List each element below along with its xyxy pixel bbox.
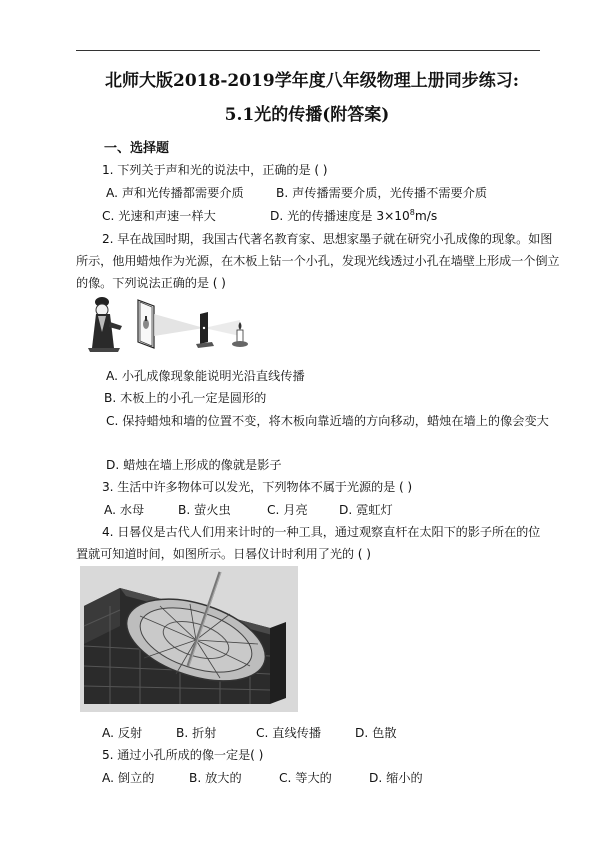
q5-option-b: B. 放大的 <box>189 771 242 785</box>
pinhole-camera-figure <box>80 292 260 354</box>
q4-stem-line2: 置就可知道时间，如图所示。日晷仪计时利用了光的 ( ) <box>76 547 371 561</box>
q2-option-c: C. 保持蜡烛和墙的位置不变，将木板向靠近墙的方向移动，蜡烛在墙上的像会变大 <box>106 414 549 428</box>
q5-option-a: A. 倒立的 <box>102 771 155 785</box>
q1-option-d <box>270 207 437 224</box>
q5-option-d: D. 缩小的 <box>369 771 423 785</box>
q4-option-b: B. 折射 <box>176 726 217 740</box>
document-title-line2: 5.1光的传播(附答案) <box>224 105 390 125</box>
q2-option-b: B. 木板上的小孔一定是圆形的 <box>104 391 267 405</box>
q1-option-c: C. 光速和声速一样大 <box>102 209 216 223</box>
q4-stem-line1: 4. 日晷仪是古代人们用来计时的一种工具，通过观察直杆在太阳下的影子所在的位 <box>102 525 541 539</box>
header-rule <box>76 50 540 51</box>
q1-option-d-unit: m/s <box>414 209 438 223</box>
q1-option-a: A. 声和光传播都需要介质 <box>106 186 244 200</box>
q2-stem-line3: 的像。下列说法正确的是 ( ) <box>76 276 226 290</box>
q4-option-d: D. 色散 <box>355 726 397 740</box>
mozi-figure-icon <box>88 297 122 352</box>
q1-option-d-text: D. 光的传播速度是 3×10 <box>270 209 410 223</box>
q5-stem: 5. 通过小孔所成的像一定是( ) <box>102 748 264 762</box>
q1-option-b: B. 声传播需要介质，光传播不需要介质 <box>276 186 488 200</box>
q2-option-a: A. 小孔成像现象能说明光沿直线传播 <box>106 369 305 383</box>
q5-option-c: C. 等大的 <box>279 771 332 785</box>
sundial-figure <box>80 566 298 712</box>
q3-option-d: D. 霓虹灯 <box>339 503 393 517</box>
q3-stem: 3. 生活中许多物体可以发光，下列物体不属于光源的是 ( ) <box>102 480 413 494</box>
q1-option-d-exponent: 8 <box>409 207 415 217</box>
q3-option-b: B. 萤火虫 <box>178 503 231 517</box>
q4-option-c: C. 直线传播 <box>256 726 322 740</box>
pinhole-board-icon <box>196 312 214 348</box>
q4-option-a: A. 反射 <box>102 726 143 740</box>
wall-screen-icon <box>138 300 154 348</box>
document-title-line1: 北师大版2018-2019学年度八年级物理上册同步练习: <box>105 71 519 91</box>
light-beam-icon <box>154 314 204 336</box>
q2-option-d: D. 蜡烛在墙上形成的像就是影子 <box>106 458 282 472</box>
q3-option-c: C. 月亮 <box>267 503 308 517</box>
q3-option-a: A. 水母 <box>104 503 145 517</box>
q2-stem-line1: 2. 早在战国时期，我国古代著名教育家、思想家墨子就在研究小孔成像的现象。如图 <box>102 232 553 246</box>
section-heading: 一、选择题 <box>104 141 170 156</box>
q2-stem-line2: 所示，他用蜡烛作为光源，在木板上钻一个小孔，发现光线透过小孔在墙壁上形成一个倒立 <box>76 254 560 268</box>
q1-stem: 1. 下列关于声和光的说法中，正确的是 ( ) <box>102 163 328 177</box>
